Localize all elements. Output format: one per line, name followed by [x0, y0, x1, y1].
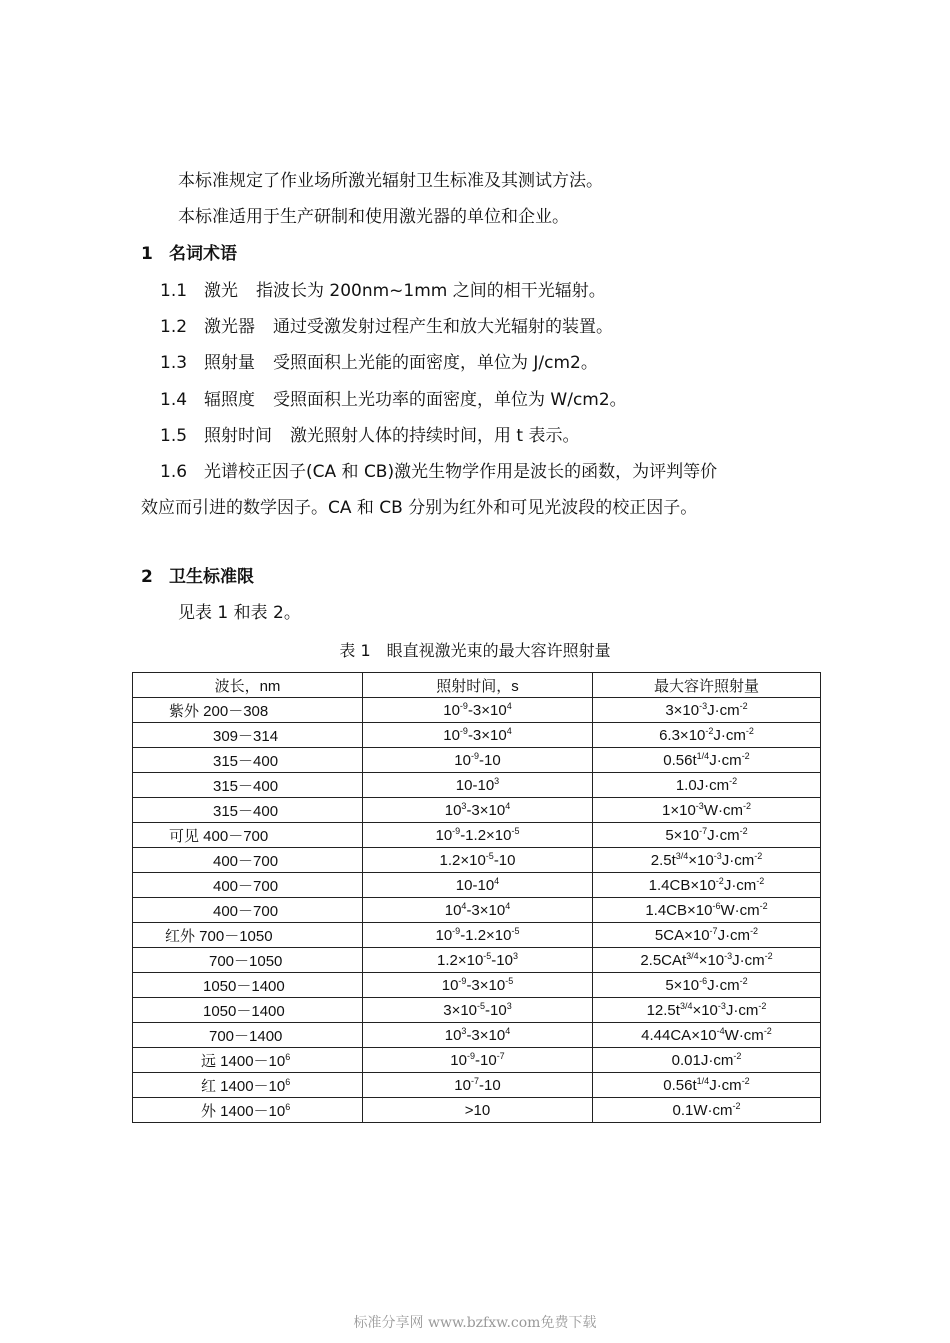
- definition-text: 受照面积上光能的面密度，单位为 J/cm2。: [273, 353, 598, 373]
- cell-wavelength: 400－700: [133, 848, 363, 873]
- section-number: 1: [141, 244, 153, 264]
- cell-wavelength: 700－1400: [133, 1023, 363, 1048]
- table-row: [133, 798, 821, 823]
- definition-term: 照射量: [204, 353, 255, 373]
- intro-paragraph-applicability: 本标准适用于生产研制和使用激光器的单位和企业。: [178, 207, 569, 227]
- cell-wavelength: 外 $1400-10^6$: [133, 1098, 363, 1123]
- section-1-heading: [141, 243, 237, 265]
- table-row: [133, 723, 821, 748]
- cell-wavelength: 远 $1400-10^6$: [133, 1048, 363, 1073]
- cell-max-exposure: $12.5t^{3/4}\times 10^{-3}J\cdot cm^{-2}$: [593, 998, 821, 1023]
- table-body: [133, 698, 821, 1123]
- cell-exposure-time: $10^{-7}-10$: [363, 1073, 593, 1098]
- cell-exposure-time: $10^3-3\times 10^4$: [363, 798, 593, 823]
- table-row: [133, 998, 821, 1023]
- definition-item: [160, 389, 627, 411]
- laser-exposure-table: [132, 672, 821, 1123]
- cell-max-exposure: $1.0J\cdot cm^{-2}$: [593, 773, 821, 798]
- intro-paragraph-scope: 本标准规定了作业场所激光辐射卫生标准及其测试方法。: [178, 171, 603, 191]
- table-row: [133, 923, 821, 948]
- definition-text: 通过受激发射过程产生和放大光辐射的装置。: [273, 317, 613, 337]
- section-title: 名词术语: [169, 244, 237, 264]
- definition-term: 激光: [204, 281, 238, 301]
- cell-exposure-time: $10^3-3\times 10^4$: [363, 1023, 593, 1048]
- cell-max-exposure: $1.4CB\times 10^{-6}W\cdot cm^{-2}$: [593, 898, 821, 923]
- definition-item: [160, 280, 606, 302]
- definition-number: 1.3: [160, 353, 188, 373]
- definition-term: 照射时间: [204, 426, 272, 446]
- definition-item: [160, 461, 717, 483]
- cell-wavelength: 400－700: [133, 873, 363, 898]
- table-row: [133, 1098, 821, 1123]
- cell-exposure-time: $10^4-3\times 10^4$: [363, 898, 593, 923]
- definition-text: 指波长为 200nm~1mm 之间的相干光辐射。: [256, 281, 606, 301]
- definition-number: 1.5: [160, 426, 188, 446]
- cell-wavelength: 315－400: [133, 798, 363, 823]
- definition-term: 辐照度: [204, 390, 255, 410]
- cell-exposure-time: $10^{-9}-3\times 10^{-5}$: [363, 973, 593, 998]
- section-2-text: 见表 1 和表 2。: [178, 603, 301, 623]
- cell-max-exposure: $0.56t^{1/4}J\cdot cm^{-2}$: [593, 1073, 821, 1098]
- cell-max-exposure: $5CA\times 10^{-7}J\cdot cm^{-2}$: [593, 923, 821, 948]
- cell-exposure-time: $10-10^3$: [363, 773, 593, 798]
- cell-wavelength: 700－1050: [133, 948, 363, 973]
- table-caption: 表 1 眼直视激光束的最大容许照射量: [339, 641, 611, 660]
- table-row: [133, 873, 821, 898]
- footer-watermark: 标准分享网 www.bzfxw.com免费下载: [353, 1315, 597, 1331]
- cell-exposure-time: $10^{-9}-10^{-7}$: [363, 1048, 593, 1073]
- definition-item: [160, 425, 579, 447]
- definition-text-continued: 效应而引进的数学因子。CA 和 CB 分别为红外和可见光波段的校正因子。: [141, 498, 698, 518]
- cell-max-exposure: $4.44CA\times 10^{-4}W\cdot cm^{-2}$: [593, 1023, 821, 1048]
- cell-wavelength: 400－700: [133, 898, 363, 923]
- section-number: 2: [141, 567, 153, 587]
- cell-max-exposure: $0.56t^{1/4}J\cdot cm^{-2}$: [593, 748, 821, 773]
- definition-number: 1.2: [160, 317, 188, 337]
- section-title: 卫生标准限: [169, 567, 254, 587]
- cell-max-exposure: $5\times 10^{-6}J\cdot cm^{-2}$: [593, 973, 821, 998]
- table-row: [133, 1023, 821, 1048]
- cell-wavelength: 315－400: [133, 748, 363, 773]
- cell-exposure-time: $10^{-9}-3\times 10^4$: [363, 723, 593, 748]
- definition-text: 光谱校正因子(CA 和 CB)激光生物学作用是波长的函数，为评判等价: [204, 462, 718, 482]
- table-row: [133, 973, 821, 998]
- cell-max-exposure: $0.1W\cdot cm^{-2}$: [593, 1098, 821, 1123]
- cell-wavelength: 可见 400－700: [133, 823, 363, 848]
- definition-text: 受照面积上光功率的面密度，单位为 W/cm2。: [273, 390, 627, 410]
- table-row: [133, 1073, 821, 1098]
- cell-exposure-time: $1.2\times 10^{-5}-10^3$: [363, 948, 593, 973]
- definition-number: 1.6: [160, 462, 188, 482]
- table-header-row: [133, 673, 821, 698]
- cell-exposure-time: >10: [363, 1098, 593, 1123]
- table-row: [133, 898, 821, 923]
- cell-exposure-time: $10^{-9}-1.2\times 10^{-5}$: [363, 823, 593, 848]
- table-row: [133, 748, 821, 773]
- cell-wavelength: 紫外 200－308: [133, 698, 363, 723]
- cell-max-exposure: $5\times 10^{-7}J\cdot cm^{-2}$: [593, 823, 821, 848]
- definition-text: 激光照射人体的持续时间，用 t 表示。: [290, 426, 580, 446]
- cell-wavelength: 315－400: [133, 773, 363, 798]
- cell-max-exposure: $2.5CAt^{3/4}\times 10^{-3}J\cdot cm^{-2}$: [593, 948, 821, 973]
- definition-number: 1.1: [160, 281, 188, 301]
- cell-wavelength: 红外 700－1050: [133, 923, 363, 948]
- cell-wavelength: 309－314: [133, 723, 363, 748]
- table-row: [133, 698, 821, 723]
- definition-term: 激光器: [204, 317, 255, 337]
- header-exposure-time: 照射时间，s: [363, 673, 593, 698]
- table-row: [133, 948, 821, 973]
- cell-exposure-time: $10^{-9}-3\times 10^4$: [363, 698, 593, 723]
- definition-number: 1.4: [160, 390, 188, 410]
- cell-exposure-time: $10-10^4$: [363, 873, 593, 898]
- cell-wavelength: 红 $1400-10^6$: [133, 1073, 363, 1098]
- table-row: [133, 1048, 821, 1073]
- definition-item: [160, 316, 613, 338]
- table-row: [133, 773, 821, 798]
- cell-max-exposure: $1\times 10^{-3}W\cdot cm^{-2}$: [593, 798, 821, 823]
- header-wavelength: 波长，nm: [133, 673, 363, 698]
- cell-max-exposure: $3\times 10^{-3}J\cdot cm^{-2}$: [593, 698, 821, 723]
- cell-max-exposure: $1.4CB\times 10^{-2}J\cdot cm^{-2}$: [593, 873, 821, 898]
- cell-wavelength: 1050－1400: [133, 998, 363, 1023]
- section-2-heading: [141, 566, 254, 588]
- cell-max-exposure: $0.01J\cdot cm^{-2}$: [593, 1048, 821, 1073]
- cell-wavelength: 1050－1400: [133, 973, 363, 998]
- definition-item: [160, 352, 598, 374]
- cell-exposure-time: $10^{-9}-1.2\times 10^{-5}$: [363, 923, 593, 948]
- table-row: [133, 823, 821, 848]
- cell-exposure-time: $10^{-9}-10$: [363, 748, 593, 773]
- header-max-permissible-exposure: 最大容许照射量: [593, 673, 821, 698]
- cell-exposure-time: $1.2\times 10^{-5}-10$: [363, 848, 593, 873]
- table-row: [133, 848, 821, 873]
- cell-exposure-time: $3\times 10^{-5}-10^3$: [363, 998, 593, 1023]
- cell-max-exposure: $6.3\times 10^{-2}J\cdot cm^{-2}$: [593, 723, 821, 748]
- cell-max-exposure: $2.5t^{3/4}\times 10^{-3}J\cdot cm^{-2}$: [593, 848, 821, 873]
